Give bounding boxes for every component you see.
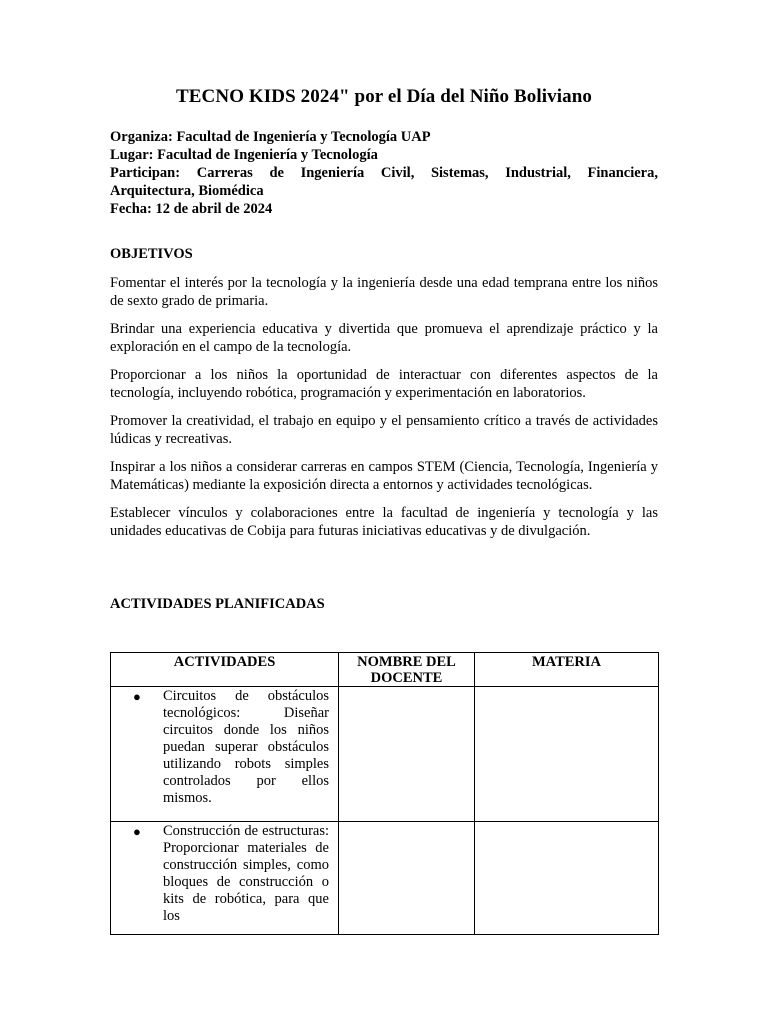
column-header-actividades: ACTIVIDADES xyxy=(111,653,339,687)
objetivos-heading: OBJETIVOS xyxy=(110,246,193,262)
actividades-table xyxy=(110,652,659,935)
docente-cell xyxy=(339,687,475,822)
column-header-docente: NOMBRE DEL DOCENTE xyxy=(339,653,475,687)
bullet-icon: ● xyxy=(133,689,141,704)
objetivo-paragraph: Brindar una experiencia educativa y divertida que promueva el aprendizaje práctico y la exploración en el campo de la tecnología. xyxy=(110,321,658,355)
participan-line-2: Arquitectura, Biomédica xyxy=(110,183,264,199)
objetivo-paragraph: Inspirar a los niños a considerar carreras en campos STEM (Ciencia, Tecnología, Ingeniería y Matemáticas) mediante la exposición directa a entornos y actividades tecnológicas. xyxy=(110,459,658,493)
materia-cell xyxy=(475,822,659,935)
objetivo-paragraph: Establecer vínculos y colaboraciones entre la facultad de ingeniería y tecnología y las unidades educativas de Cobija para futuras iniciativas educativas y de divulgación. xyxy=(110,505,658,539)
column-header-materia: MATERIA xyxy=(475,653,659,687)
objetivo-paragraph: Fomentar el interés por la tecnología y la ingeniería desde una edad temprana entre los niños de sexto grado de primaria. xyxy=(110,275,658,309)
actividades-heading: ACTIVIDADES PLANIFICADAS xyxy=(110,596,325,612)
docente-cell xyxy=(339,822,475,935)
event-details xyxy=(110,128,658,218)
table-row xyxy=(111,822,659,935)
objetivo-paragraph: Proporcionar a los niños la oportunidad de interactuar con diferentes aspectos de la tecnología, incluyendo robótica, programación y experimentación en laboratorios. xyxy=(110,367,658,401)
objetivo-paragraph: Promover la creatividad, el trabajo en equipo y el pensamiento crítico a través de actividades lúdicas y recreativas. xyxy=(110,413,658,447)
organiza-line: Organiza: Facultad de Ingeniería y Tecnología UAP xyxy=(110,129,431,145)
participan-line-1: Participan: Carreras de Ingeniería Civil, Sistemas, Industrial, Financiera, xyxy=(110,165,658,181)
objetivos-list xyxy=(110,274,658,550)
materia-cell xyxy=(475,687,659,822)
document-title: TECNO KIDS 2024" por el Día del Niño Boliviano xyxy=(176,86,592,107)
actividad-cell xyxy=(111,822,339,935)
table-row xyxy=(111,687,659,822)
fecha-line: Fecha: 12 de abril de 2024 xyxy=(110,201,273,217)
actividad-text: Circuitos de obstáculos tecnológicos: Diseñar circuitos donde los niños puedan superar obstáculos utilizando robots simples controlados por ellos mismos. xyxy=(163,688,329,806)
bullet-icon: ● xyxy=(133,824,141,839)
actividad-text: Construcción de estructuras: Proporcionar materiales de construcción simples, como bloques de construcción o kits de robótica, para que los xyxy=(163,823,329,924)
table-header-row xyxy=(111,653,659,687)
actividad-cell xyxy=(111,687,339,822)
lugar-line: Lugar: Facultad de Ingeniería y Tecnología xyxy=(110,147,378,163)
